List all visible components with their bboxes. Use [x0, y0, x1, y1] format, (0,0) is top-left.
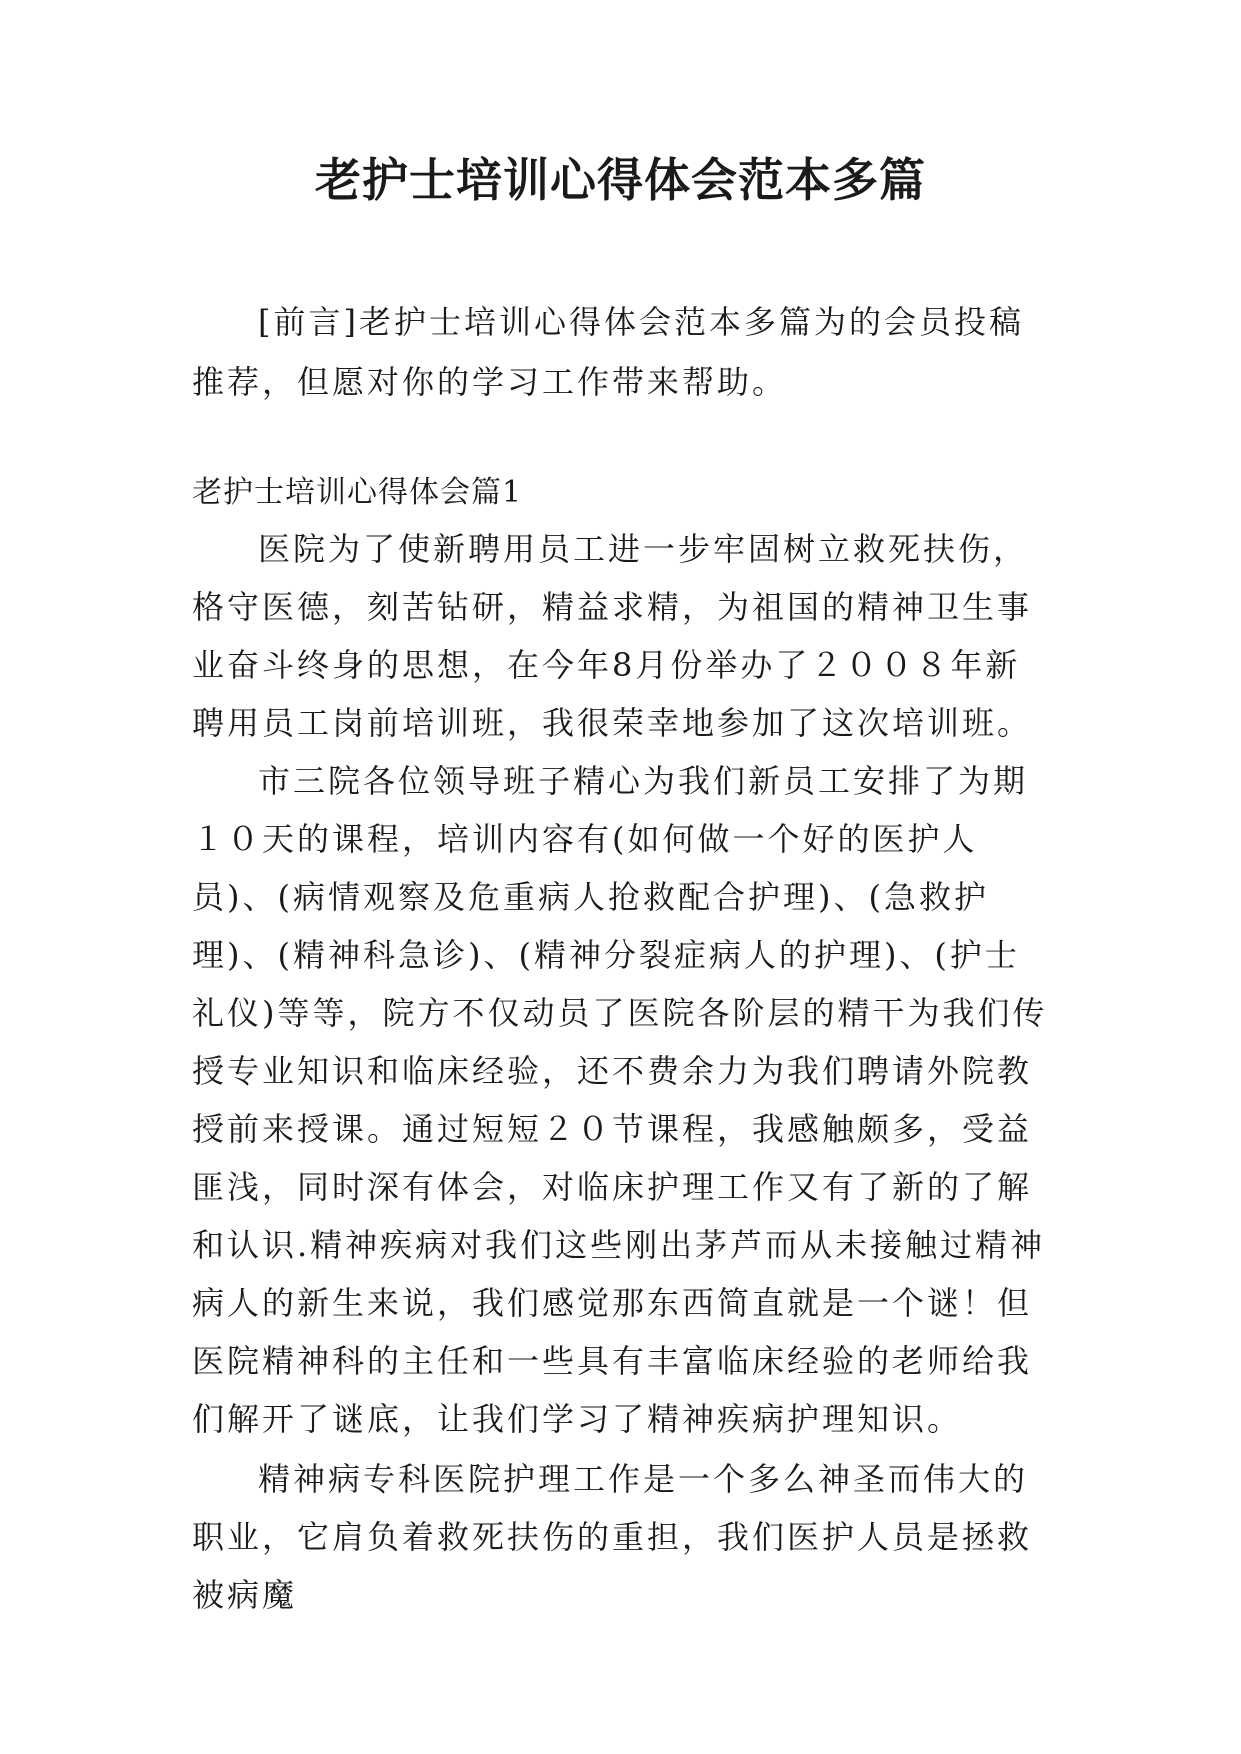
paragraph-text: 医院为了使新聘用员工进一步牢固树立救死扶伤，格守医德，刻苦钻研，精益求精，为祖国的精神卫生事业奋斗终身的思想，在今年8月份举办了２００８年新聘用员工岗前培训班，我很荣幸地参加了这次培训班。	[192, 530, 1033, 742]
document-title: 老护士培训心得体会范本多篇	[315, 153, 926, 207]
body-paragraph-3	[192, 1450, 1052, 1624]
paragraph-text: 精神病专科医院护理工作是一个多么神圣而伟大的职业，它肩负着救死扶伤的重担，我们医护人员是拯救被病魔	[192, 1460, 1033, 1614]
body-paragraph-1	[192, 520, 1052, 752]
preface-paragraph	[192, 292, 1052, 412]
paragraph-text: 市三院各位领导班子精心为我们新员工安排了为期１０天的课程，培训内容有(如何做一个好的医护人员)、(病情观察及危重病人抢救配合护理)、(急救护理)、(精神科急诊)、(精神分裂症病人的护理)、(护士礼仪)等等，院方不仅动员了医院各阶层的精干为我们传授专业知识和临床经验，还不费余力为我们聘请外院教授前来授课。通过短短２０节课程，我感触颇多，受益匪浅，同时深有体会，对临床护理工作又有了新的了解和认识.精神疾病对我们这些刚出茅芦而从未接触过精神病人的新生来说，我们感觉那东西简直就是一个谜！但医院精神科的主任和一些具有丰富临床经验的老师给我们解开了谜底，让我们学习了精神疾病护理知识。	[192, 762, 1048, 1438]
body-paragraph-2	[192, 752, 1052, 1448]
section-heading: 老护士培训心得体会篇1	[192, 475, 523, 510]
preface-text: [前言]老护士培训心得体会范本多篇为的会员投稿推荐，但愿对你的学习工作带来帮助。	[192, 303, 1024, 401]
